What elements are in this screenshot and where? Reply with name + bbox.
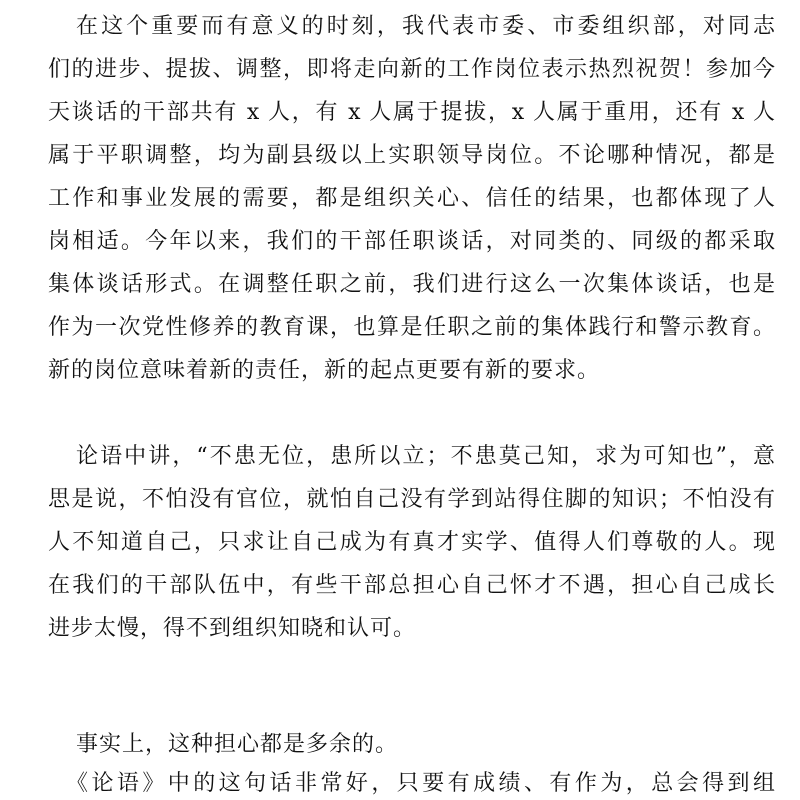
paragraph-1-line: 在这个重要而有意义的时刻，我代表市委、市委组织部，对同志 [76, 14, 775, 39]
paragraph-1-line: 天谈话的干部共有 x 人，有 x 人属于提拔，x 人属于重用，还有 x 人 [48, 100, 775, 125]
paragraph-2-line: 在我们的干部队伍中，有些干部总担心自己怀才不遇，担心自己成长 [48, 573, 775, 598]
paragraph-3-line: 事实上，这种担心都是多余的。 [76, 732, 399, 757]
paragraph-2-line: 人不知道自己，只求让自己成为有真才实学、值得人们尊敬的人。现 [48, 530, 775, 555]
paragraph-1-line: 作为一次党性修养的教育课，也算是任职之前的集体践行和警示教育。 [48, 315, 775, 340]
paragraph-1-line: 岗相适。今年以来，我们的干部任职谈话，对同类的、同级的都采取 [48, 229, 775, 254]
paragraph-1-line: 属于平职调整，均为副县级以上实职领导岗位。不论哪种情况，都是 [48, 143, 775, 168]
paragraph-1-line: 新的岗位意味着新的责任，新的起点更要有新的要求。 [48, 358, 601, 383]
paragraph-2-line: 思是说，不怕没有官位，就怕自己没有学到站得住脚的知识；不怕没有 [48, 487, 775, 512]
paragraph-1-line: 工作和事业发展的需要，都是组织关心、信任的结果，也都体现了人 [48, 186, 775, 211]
paragraph-4-line: 《论语》中的这句话非常好，只要有成绩、有作为，总会得到组 [66, 771, 775, 796]
paragraph-2-line: 进步太慢，得不到组织知晓和认可。 [48, 616, 417, 641]
paragraph-1-line: 集体谈话形式。在调整任职之前，我们进行这么一次集体谈话，也是 [48, 272, 775, 297]
paragraph-1-line: 们的进步、提拔、调整，即将走向新的工作岗位表示热烈祝贺！参加今 [48, 57, 775, 82]
paragraph-2-line: 论语中讲，“不患无位，患所以立；不患莫己知，求为可知也”，意 [76, 444, 775, 469]
